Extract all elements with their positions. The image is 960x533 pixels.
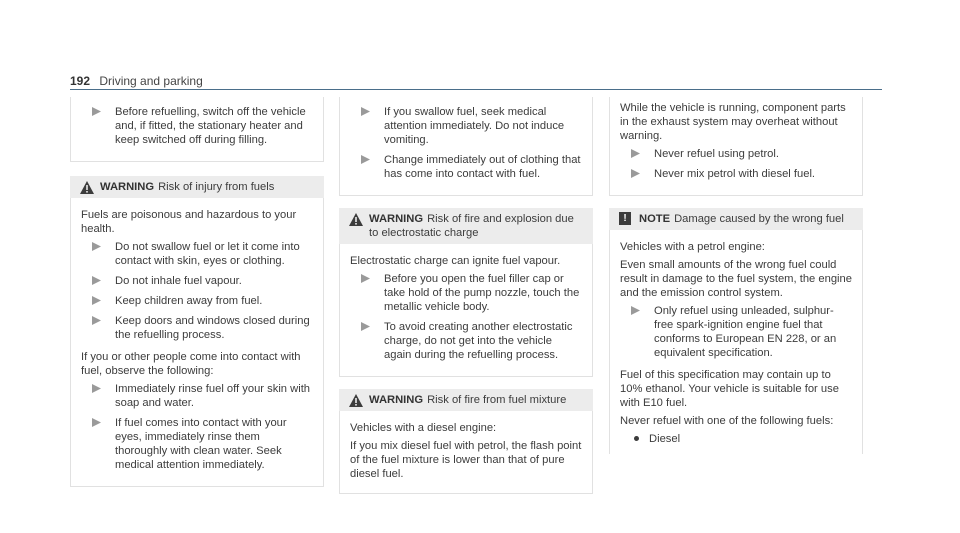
- warning-box-fuels: [70, 176, 324, 487]
- warning-intro: Electrostatic charge can ignite fuel vapour.: [350, 255, 561, 267]
- arrow-icon: [361, 322, 370, 331]
- list-item: Do not swallow fuel or let it come into contact with skin, eyes or clothing.: [81, 240, 313, 268]
- list-item: Diesel: [620, 432, 852, 446]
- warning-icon: [349, 394, 363, 407]
- arrow-icon: [631, 306, 640, 315]
- header-rule: [70, 89, 882, 90]
- list-item: If fuel comes into contact with your eyes, immediately rinse them thoroughly with clean water. Seek medical attention immediately.: [81, 416, 313, 472]
- note-header: [609, 208, 863, 230]
- arrow-icon: [92, 276, 101, 285]
- note-paragraph: Never refuel with one of the following fuels:: [620, 415, 834, 427]
- arrow-icon: [361, 107, 370, 116]
- arrow-icon: [92, 242, 101, 251]
- list-item: Before refuelling, switch off the vehicle and, if fitted, the stationary heater and keep switched off during filling.: [81, 105, 313, 147]
- column-3: [609, 97, 863, 454]
- list-item: Never refuel using petrol.: [620, 147, 852, 161]
- arrow-icon: [92, 316, 101, 325]
- warning-label: WARNING: [369, 213, 424, 225]
- list-item: Immediately rinse fuel off your skin with soap and water.: [81, 382, 313, 410]
- note-paragraph: Fuel of this specification may contain up to 10% ethanol. Your vehicle is suitable for use with E10 fuel.: [620, 369, 839, 409]
- continued-box: [339, 97, 593, 196]
- warning-icon: [80, 181, 94, 194]
- note-box-wrong-fuel: [609, 208, 863, 454]
- list-item: Keep doors and windows closed during the refuelling process.: [81, 314, 313, 342]
- list-item: If you swallow fuel, seek medical attention immediately. Do not induce vomiting.: [350, 105, 582, 147]
- warning-body: [70, 198, 324, 487]
- warning-body: [339, 244, 593, 377]
- page-header: [70, 74, 203, 88]
- warning-box-electrostatic: [339, 208, 593, 377]
- list-item: Keep children away from fuel.: [81, 294, 313, 308]
- arrow-icon: [361, 155, 370, 164]
- list-item: Do not inhale fuel vapour.: [81, 274, 313, 288]
- continued-box: [70, 97, 324, 162]
- exclamation-icon: !: [619, 212, 631, 225]
- note-paragraph: Even small amounts of the wrong fuel could result in damage to the fuel system, the engine and the emission control system.: [620, 259, 852, 299]
- warning-title: Risk of fire from fuel mixture: [427, 394, 567, 406]
- section-title: Driving and parking: [99, 74, 203, 88]
- bullet-dot-icon: [634, 436, 639, 441]
- warning-header: [339, 208, 593, 244]
- warning-title: Risk of fire and explosion due to electrostatic charge: [369, 213, 574, 239]
- column-1: [70, 97, 324, 487]
- note-body: [609, 230, 863, 454]
- warning-paragraph: Vehicles with a diesel engine:: [350, 422, 497, 434]
- warning-paragraph: If you or other people come into contact with fuel, observe the following:: [81, 351, 301, 377]
- warning-icon: [349, 213, 363, 226]
- arrow-icon: [631, 169, 640, 178]
- arrow-icon: [92, 384, 101, 393]
- warning-body: [339, 411, 593, 494]
- list-item: To avoid creating another electrostatic charge, do not get into the vehicle again during the refuelling process.: [350, 320, 582, 362]
- list-item: Only refuel using unleaded, sulphur-free spark-ignition engine fuel that conforms to European EN 228, or an equivalent specification.: [620, 304, 852, 360]
- list-item: Never mix petrol with diesel fuel.: [620, 167, 852, 181]
- arrow-icon: [92, 296, 101, 305]
- warning-title: Risk of injury from fuels: [158, 181, 275, 193]
- body-paragraph: While the vehicle is running, component parts in the exhaust system may overheat without warning.: [620, 102, 846, 142]
- warning-intro: Fuels are poisonous and hazardous to your health.: [81, 209, 297, 235]
- page-number: 192: [70, 74, 91, 88]
- arrow-icon: [631, 149, 640, 158]
- column-2: [339, 97, 593, 494]
- arrow-icon: [92, 107, 101, 116]
- list-item: Before you open the fuel filler cap or take hold of the pump nozzle, touch the metallic vehicle body.: [350, 272, 582, 314]
- warning-label: WARNING: [369, 394, 424, 406]
- warning-header: [339, 389, 593, 411]
- continued-box: [609, 97, 863, 196]
- note-title: Damage caused by the wrong fuel: [674, 213, 844, 225]
- warning-label: WARNING: [100, 181, 155, 193]
- arrow-icon: [92, 418, 101, 427]
- arrow-icon: [361, 274, 370, 283]
- note-paragraph: Vehicles with a petrol engine:: [620, 241, 765, 253]
- warning-box-mixture: [339, 389, 593, 494]
- warning-paragraph: If you mix diesel fuel with petrol, the flash point of the fuel mixture is lower than that of pure diesel fuel.: [350, 440, 582, 480]
- warning-header: [70, 176, 324, 198]
- list-item: Change immediately out of clothing that has come into contact with fuel.: [350, 153, 582, 181]
- note-label: NOTE: [639, 213, 671, 225]
